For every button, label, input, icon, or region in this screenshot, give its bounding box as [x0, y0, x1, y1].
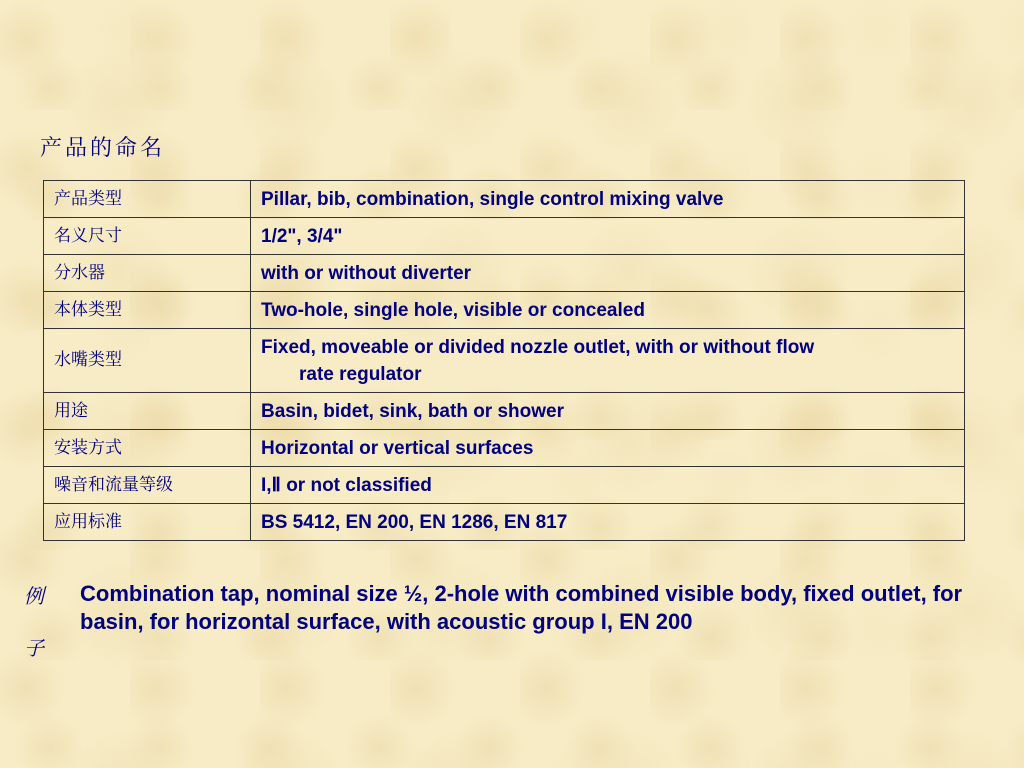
row-label: 用途	[44, 393, 251, 430]
example-text: Combination tap, nominal size ½, 2-hole with combined visible body, fixed outlet, for basin, for horizontal surface, with acoustic group I, EN 200	[80, 581, 963, 634]
example-label-char: 子	[24, 636, 44, 660]
row-label: 分水器	[44, 255, 251, 292]
table-row	[44, 181, 965, 218]
row-value: with or without diverter	[251, 255, 965, 292]
table-row	[44, 430, 965, 467]
table-row	[44, 255, 965, 292]
row-label: 噪音和流量等级	[44, 467, 251, 504]
table-row	[44, 504, 965, 541]
table-row	[44, 467, 965, 504]
row-value: Two-hole, single hole, visible or concealed	[251, 292, 965, 329]
table-row	[44, 218, 965, 255]
row-value	[251, 329, 965, 393]
row-value: Pillar, bib, combination, single control mixing valve	[251, 181, 965, 218]
page-title: 产品的命名	[40, 136, 166, 161]
row-label: 应用标准	[44, 504, 251, 541]
row-label: 产品类型	[44, 181, 251, 218]
row-label: 名义尺寸	[44, 218, 251, 255]
row-value-line: rate regulator	[299, 363, 422, 385]
row-value: I,Ⅱ or not classified	[251, 467, 965, 504]
table-row	[44, 292, 965, 329]
table-row	[44, 393, 965, 430]
row-value: 1/2", 3/4"	[251, 218, 965, 255]
row-value-line: Fixed, moveable or divided nozzle outlet, with or without flow	[261, 336, 815, 358]
row-value: BS 5412, EN 200, EN 1286, EN 817	[251, 504, 965, 541]
product-naming-table	[43, 180, 965, 541]
row-value: Basin, bidet, sink, bath or shower	[251, 393, 965, 430]
row-label: 本体类型	[44, 292, 251, 329]
example-label-char: 例	[24, 584, 44, 608]
table-row	[44, 329, 965, 393]
row-value: Horizontal or vertical surfaces	[251, 430, 965, 467]
row-label: 安装方式	[44, 430, 251, 467]
example-label	[20, 570, 48, 674]
row-label: 水嘴类型	[44, 329, 251, 393]
